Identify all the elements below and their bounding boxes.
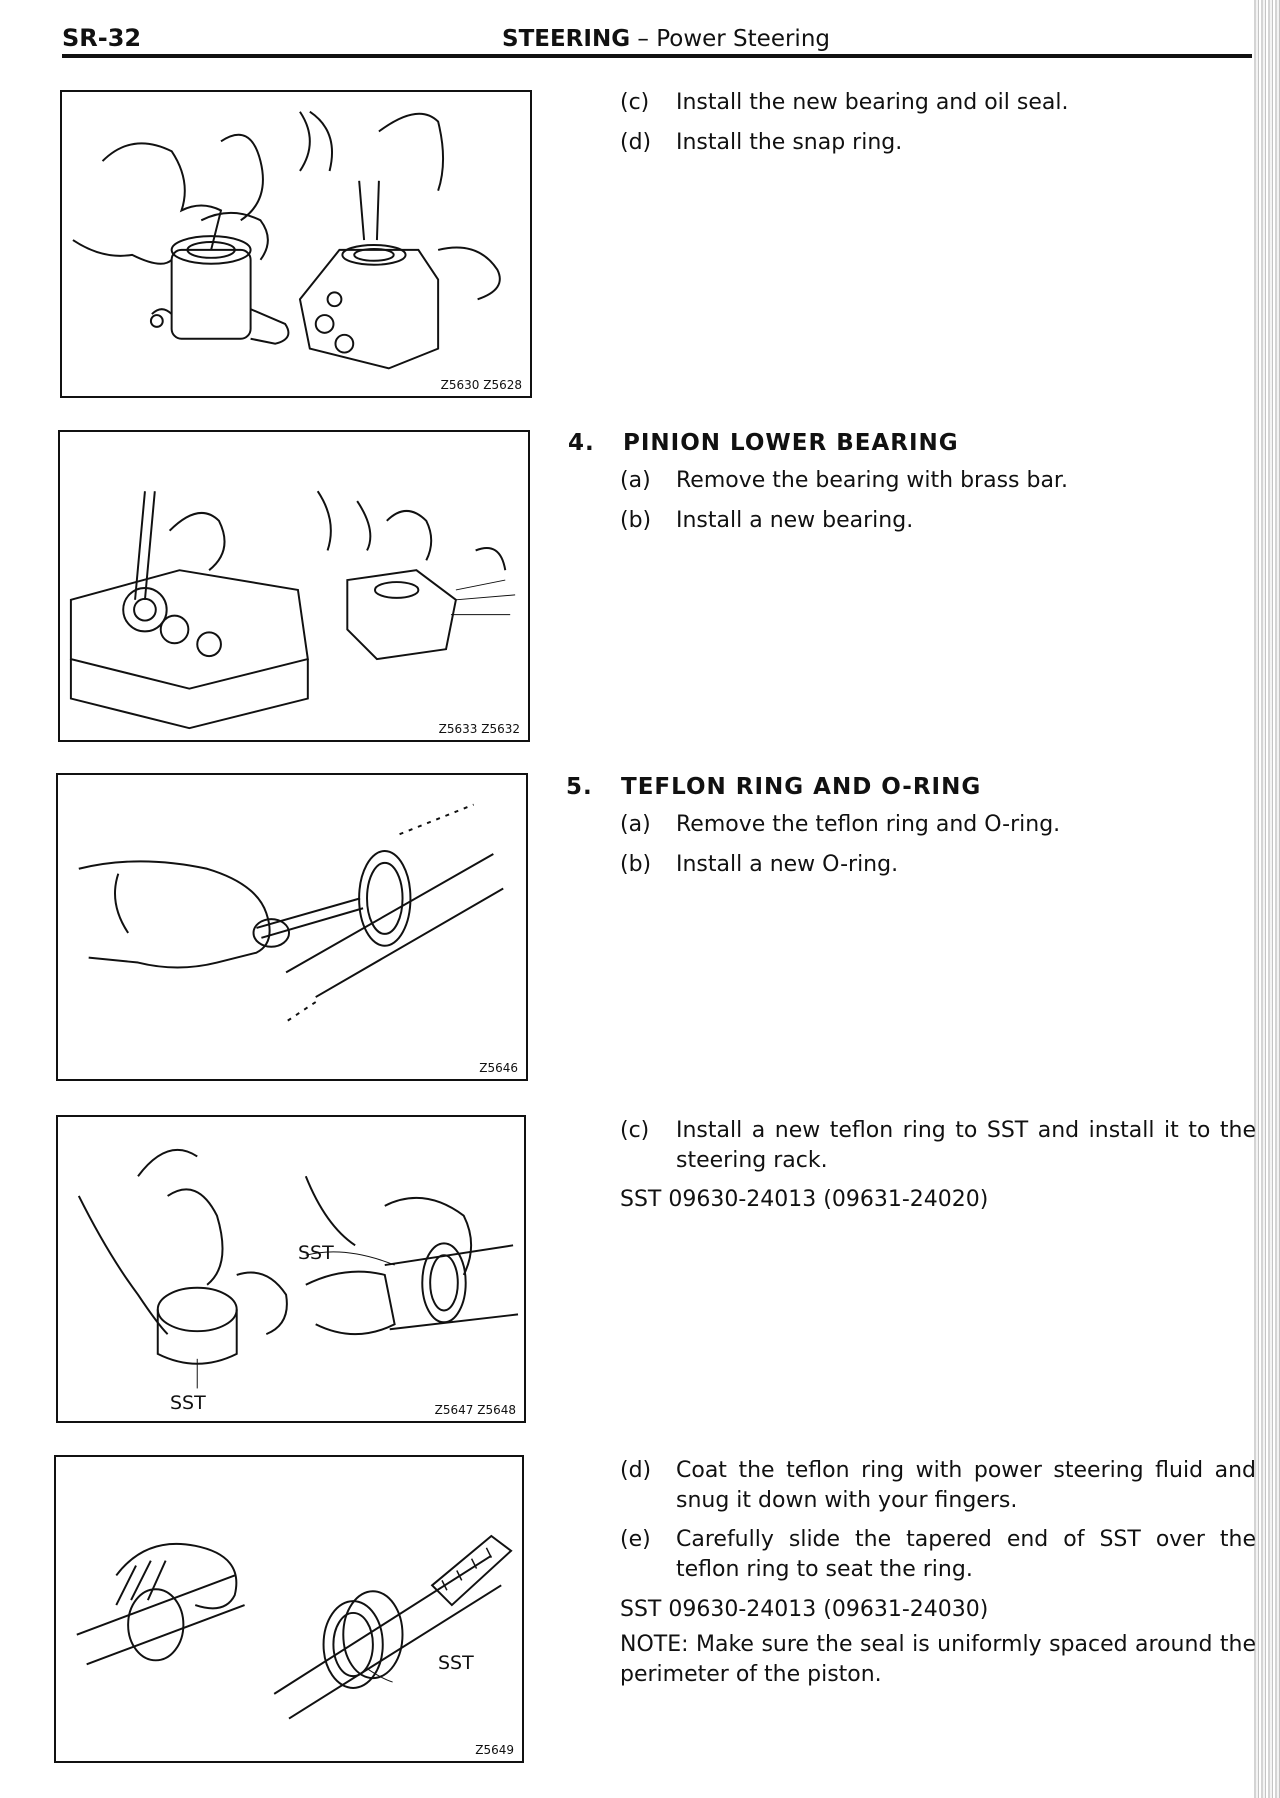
step-letter: (c)	[620, 90, 650, 115]
step-5c	[620, 1116, 1256, 1175]
teflon-ring-removal-illustration	[58, 775, 526, 1079]
figure-code: Z5630 Z5628	[440, 378, 522, 392]
step-3d	[620, 128, 1180, 158]
step-5d	[620, 1456, 1256, 1515]
step-text: Install a new teflon ring to SST and install it to the steering rack.	[676, 1118, 1256, 1173]
section5-steps	[620, 810, 1180, 889]
figure-code: Z5647 Z5648	[434, 1403, 516, 1417]
step-letter: (a)	[620, 812, 651, 837]
running-title-strong: STEERING	[502, 26, 631, 52]
step-text: Remove the teflon ring and O-ring.	[676, 812, 1061, 837]
section-number: 4.	[568, 430, 595, 456]
bearing-seal-illustration	[62, 92, 530, 396]
running-title	[502, 26, 830, 52]
step-4b	[620, 506, 1180, 536]
section5de-block	[620, 1456, 1256, 1690]
section4-steps	[620, 466, 1180, 545]
step-text: Install the snap ring.	[676, 129, 903, 155]
step-5b	[620, 850, 1180, 880]
figure-teflon-ring-install	[56, 1115, 526, 1423]
figure-code: Z5649	[475, 1743, 514, 1757]
step-3c	[620, 88, 1180, 118]
figure-pinion-bearing	[58, 430, 530, 742]
step-text: Carefully slide the tapered end of SST over the teflon ring to seat the ring.	[676, 1527, 1256, 1583]
step-letter: (b)	[620, 851, 652, 877]
running-title-rest: – Power Steering	[630, 26, 830, 52]
step-text: Install a new O-ring.	[676, 851, 899, 877]
note: NOTE: Make sure the seal is uniformly spaced around the perimeter of the piston.	[620, 1632, 1256, 1688]
step-letter: (a)	[620, 468, 651, 493]
section-title: TEFLON RING AND O-RING	[621, 774, 982, 800]
pinion-bearing-illustration	[60, 432, 528, 740]
step-text: Remove the bearing with brass bar.	[676, 468, 1068, 493]
section-number: 5.	[566, 774, 593, 800]
step-4a	[620, 466, 1180, 496]
section3-steps	[620, 88, 1180, 167]
step-text: Install the new bearing and oil seal.	[676, 90, 1069, 115]
section5c-block	[620, 1116, 1256, 1221]
figure-teflon-ring-seat	[54, 1455, 524, 1763]
step-text: Install a new bearing.	[676, 507, 914, 533]
header-rule	[62, 54, 1252, 58]
step-letter: (c)	[620, 1118, 650, 1143]
step-letter: (e)	[620, 1527, 651, 1553]
sst-label-bottom: SST	[170, 1392, 206, 1414]
page-header	[62, 18, 1242, 58]
figure-teflon-ring-removal	[56, 773, 528, 1081]
scan-edge	[1254, 0, 1280, 1798]
step-5a	[620, 810, 1180, 840]
sst-label-top: SST	[298, 1242, 334, 1264]
step-5e	[620, 1525, 1256, 1584]
teflon-ring-seat-illustration	[56, 1457, 522, 1761]
step-letter: (d)	[620, 129, 652, 155]
figure-code: Z5646	[479, 1061, 518, 1075]
teflon-ring-install-illustration	[58, 1117, 524, 1421]
step-letter: (b)	[620, 507, 652, 533]
step-letter: (d)	[620, 1458, 652, 1483]
section-title: PINION LOWER BEARING	[623, 430, 959, 456]
sst-number: SST 09630-24013 (09631-24020)	[620, 1187, 989, 1213]
sst-number: SST 09630-24013 (09631-24030)	[620, 1596, 989, 1622]
page-number: SR-32	[62, 24, 142, 52]
step-text: Coat the teflon ring with power steering fluid and snug it down with your fingers.	[676, 1458, 1256, 1513]
figure-code: Z5633 Z5632	[438, 722, 520, 736]
figure-bearing-seal	[60, 90, 532, 398]
sst-label: SST	[438, 1652, 474, 1674]
